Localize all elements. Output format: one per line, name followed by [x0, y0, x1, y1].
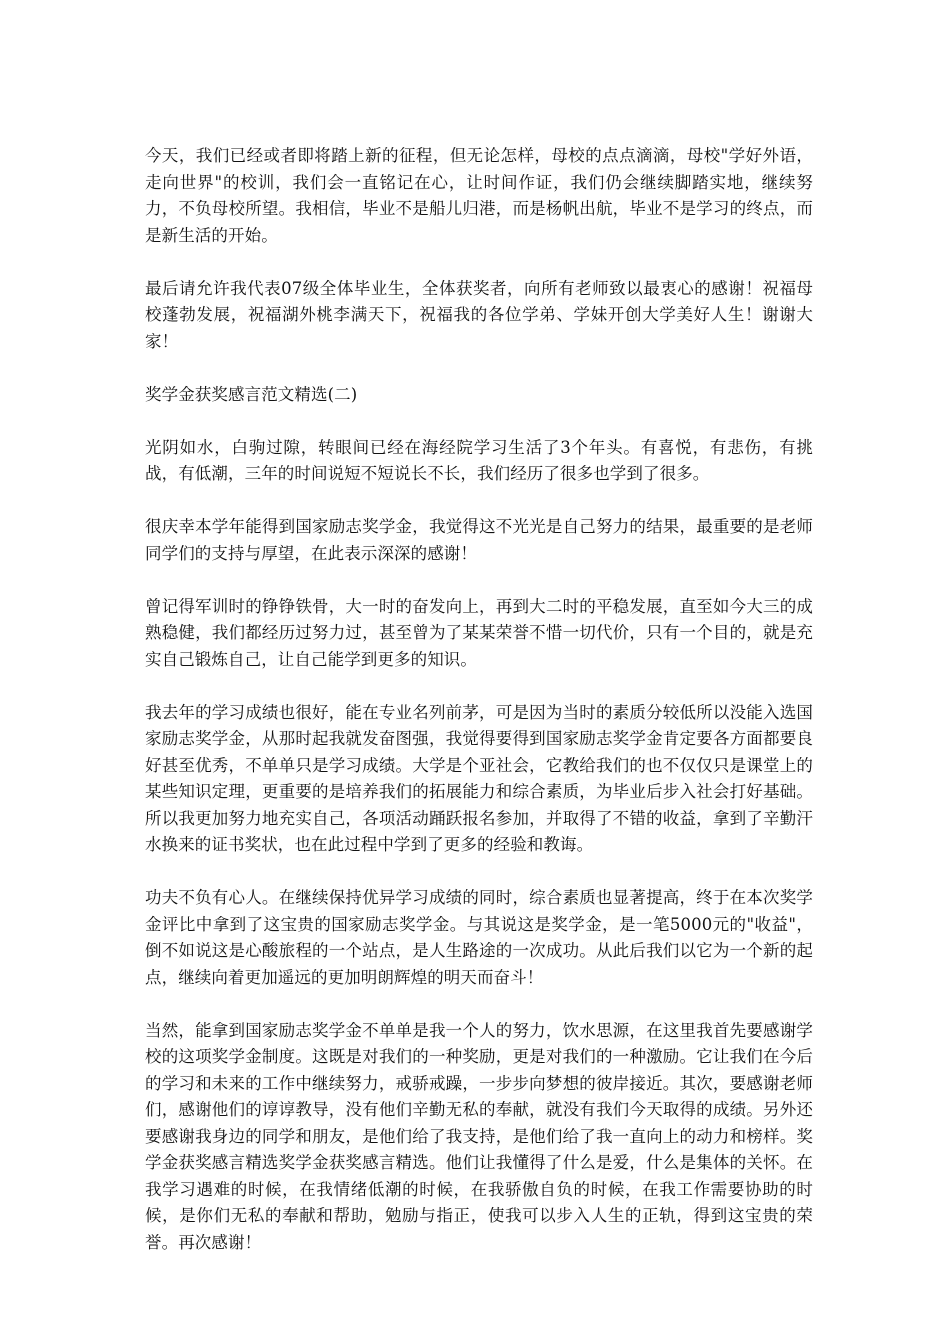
paragraph-gratitude: 当然，能拿到国家励志奖学金不单单是我一个人的努力，饮水思源，在这里我首先要感谢学校的这项奖学金制度。这既是对我们的一种奖励，更是对我们的一种激励。它让我们在今后的学习和未来的工作中继续努力，戒骄戒躁，一步步向梦想的彼岸接近。其次，要感谢老师们，感谢他们的谆谆教导，没有他们辛勤无私的奉献，就没有我们今天取得的成绩。另外还要感谢我身边的同学和朋友，是他们给了我支持，是他们给了我一直向上的动力和榜样。奖学金获奖感言精选奖学金获奖感言精选。他们让我懂得了什么是爱，什么是集体的关怀。在我学习遇难的时候，在我情绪低潮的时候，在我骄傲自负的时候，在我工作需要协助的时候，是你们无私的奉献和帮助，勉励与指正，使我可以步入人生的正轨，得到这宝贵的荣誉。再次感谢！: [145, 1020, 813, 1252]
paragraph-military-training: 曾记得军训时的铮铮铁骨，大一时的奋发向上，再到大二时的平稳发展，直至如今大三的成熟稳健，我们都经历过努力过，甚至曾为了某某荣誉不惜一切代价，只有一个目的，就是充实自己锻炼自己，让自己能学到更多的知识。: [145, 596, 813, 669]
paragraph-graduation-journey: 今天，我们已经或者即将踏上新的征程，但无论怎样，母校的点点滴滴，母校"学好外语，走向世界"的校训，我们会一直铭记在心，让时间作证，我们仍会继续脚踏实地，继续努力，不负母校所望。我相信，毕业不是船儿归港，而是杨帆出航，毕业不是学习的终点，而是新生活的开始。: [145, 146, 813, 245]
paragraph-hard-work-pays: 功夫不负有心人。在继续保持优异学习成绩的同时，综合素质也显著提高，终于在本次奖学金评比中拿到了这宝贵的国家励志奖学金。与其说这是奖学金，是一笔5000元的"收益"，倒不如说这是心酸旅程的一个站点，是人生路途的一次成功。从此后我们以它为一个新的起点，继续向着更加遥远的更加明朗辉煌的明天而奋斗！: [145, 888, 813, 987]
paragraph-three-years: 光阴如水，白驹过隙，转眼间已经在海经院学习生活了3个年头。有喜悦，有悲伤，有挑战，有低潮，三年的时间说短不短说长不长，我们经历了很多也学到了很多。: [145, 437, 813, 483]
paragraph-last-year: 我去年的学习成绩也很好，能在专业名列前茅，可是因为当时的素质分较低所以没能入选国家励志奖学金，从那时起我就发奋图强，我觉得要得到国家励志奖学金肯定要各方面都要良好甚至优秀，不单单只是学习成绩。大学是个亚社会，它教给我们的也不仅仅只是课堂上的某些知识定理，更重要的是培养我们的拓展能力和综合素质，为毕业后步入社会打好基础。所以我更加努力地充实自己，各项活动踊跃报名参加，并取得了不错的收益，拿到了辛勤汗水换来的证书奖状，也在此过程中学到了更多的经验和教诲。: [145, 702, 813, 854]
paragraph-closing-thanks: 最后请允许我代表07级全体毕业生，全体获奖者，向所有老师致以最衷心的感谢！祝福母校蓬勃发展，祝福湖外桃李满天下，祝福我的各位学弟、学妹开创大学美好人生！谢谢大家！: [145, 278, 813, 351]
document-body: [145, 143, 813, 1283]
section-heading: 奖学金获奖感言范文精选(二): [145, 384, 358, 404]
paragraph-scholarship-fortune: 很庆幸本学年能得到国家励志奖学金，我觉得这不光光是自己努力的结果，最重要的是老师同学们的支持与厚望，在此表示深深的感谢！: [145, 517, 813, 563]
